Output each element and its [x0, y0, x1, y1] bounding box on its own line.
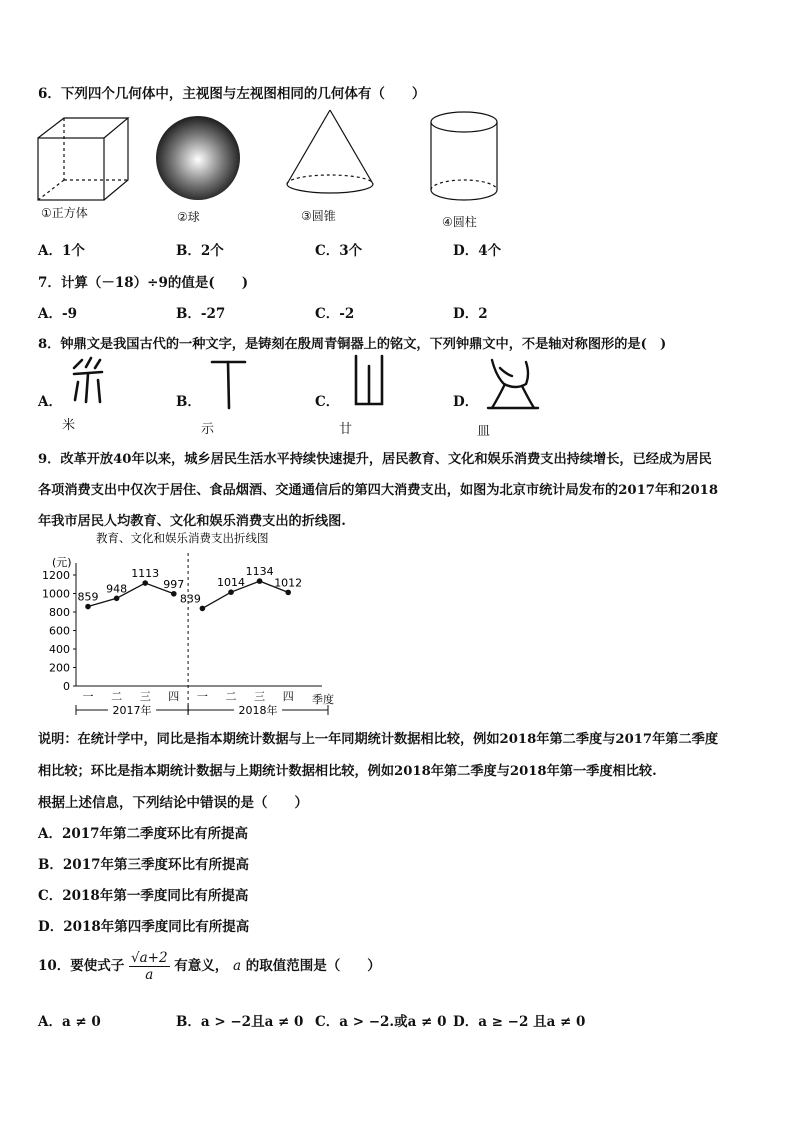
q10-stem-suffix: 的取值范围是（ ） [245, 958, 381, 974]
q10-option-d[interactable]: D．a ≥ −2 且a ≠ 0 [453, 1014, 586, 1030]
x-tick-label: 二 [225, 690, 237, 703]
data-point [200, 606, 206, 612]
q10-option-c[interactable]: C．a > −2.或a ≠ 0 [315, 1014, 447, 1030]
cube-figure [38, 118, 128, 200]
data-point [228, 589, 234, 595]
modern-char-b: 示 [201, 422, 215, 437]
q9-option-a[interactable]: A．2017年第二季度环比有所提高 [38, 826, 249, 842]
q8-option-a[interactable]: A． [38, 394, 62, 410]
data-point [285, 590, 291, 596]
x-tick-label: 一 [82, 690, 94, 703]
glyph-c [356, 356, 382, 404]
data-point [142, 580, 148, 586]
q8-option-d[interactable]: D． [453, 394, 479, 410]
y-tick-label: 1200 [42, 569, 70, 582]
data-point [85, 604, 91, 610]
q7-option-b[interactable]: B．-27 [176, 306, 226, 322]
q7-option-c[interactable]: C．-2 [315, 306, 355, 322]
q6-stem: 6．下列四个几何体中，主视图与左视图相同的几何体有（ ） [38, 86, 426, 102]
data-point [257, 578, 263, 584]
modern-char-c: 廿 [339, 422, 353, 437]
q10-stem-prefix: 10．要使式子 [38, 958, 125, 974]
q9-option-c[interactable]: C．2018年第一季度同比有所提高 [38, 888, 249, 904]
y-tick-label: 200 [49, 661, 70, 675]
q6-option-b[interactable]: B．2个 [176, 243, 224, 259]
q10-fraction [129, 950, 170, 983]
glyph-d [488, 360, 538, 408]
q8-option-b[interactable]: B． [176, 394, 201, 410]
line-chart [30, 528, 360, 720]
data-label: 1134 [245, 565, 274, 579]
data-label: 1113 [131, 567, 160, 581]
data-label: 1012 [274, 576, 303, 590]
q7-stem: 7．计算（－18）÷9的值是( ) [38, 275, 249, 291]
q9-option-b[interactable]: B．2017年第三季度环比有所提高 [38, 857, 249, 873]
caption-cube: ①正方体 [41, 206, 88, 220]
q10-stem-mid: 有意义， [174, 958, 229, 974]
y-tick-label: 0 [63, 680, 70, 693]
q8-option-c[interactable]: C． [315, 394, 340, 410]
q9-note-line2: 相比较；环比是指本期统计数据与上期统计数据相比较，例如2018年第二季度与2018年第一季度相比较. [38, 764, 657, 779]
data-point [171, 591, 177, 597]
q10-fraction-denominator: a [145, 967, 154, 983]
q9-stem-line1: 9．改革开放40年以来，城乡居民生活水平持续快速提升，居民教育、文化和娱乐消费支出持续增长，已经成为居民 [38, 452, 712, 467]
x-tick-label: 二 [111, 690, 123, 703]
group-label: 2017年 [112, 704, 152, 717]
series-line [88, 583, 174, 606]
glyph-b [212, 362, 245, 408]
q9-note-line1: 说明：在统计学中，同比是指本期统计数据与上一年同期统计数据相比较，例如2018年第二季度与2017年第二季度 [38, 732, 719, 747]
data-label: 1014 [217, 576, 245, 590]
data-label: 948 [106, 582, 128, 596]
x-tick-label: 四 [168, 690, 180, 703]
chart-title: 教育、文化和娱乐消费支出折线图 [96, 531, 269, 545]
data-label: 859 [77, 590, 99, 604]
q10-fraction-numerator: √a+2 [131, 950, 168, 966]
x-tick-label: 一 [196, 690, 208, 703]
q6-figures [30, 108, 510, 233]
y-tick-label: 600 [49, 624, 70, 638]
glyph-a [74, 358, 102, 402]
data-label: 839 [179, 592, 201, 606]
q9-prompt: 根据上述信息，下列结论中错误的是（ ） [38, 795, 308, 811]
q10-option-b[interactable]: B．a > −2且a ≠ 0 [176, 1014, 304, 1030]
caption-cone: ③圆锥 [301, 209, 336, 223]
x-tick-label: 三 [254, 690, 266, 703]
q10-variable: a [232, 958, 242, 974]
q7-option-d[interactable]: D．2 [453, 306, 488, 322]
cylinder-figure [431, 112, 497, 200]
q7-option-a[interactable]: A．-9 [38, 306, 77, 322]
q8-glyphs [60, 354, 540, 414]
modern-char-a: 米 [62, 418, 76, 433]
y-tick-label: 1000 [42, 587, 70, 601]
q10-option-a[interactable]: A．a ≠ 0 [38, 1014, 101, 1030]
x-tick-label: 三 [139, 690, 151, 703]
chart-xlabel: 季度 [312, 693, 334, 706]
q6-option-d[interactable]: D．4个 [453, 243, 502, 259]
y-tick-label: 800 [49, 606, 70, 619]
sphere-figure [156, 116, 240, 200]
q6-option-a[interactable]: A．1个 [38, 243, 85, 259]
caption-cylinder: ④圆柱 [442, 215, 477, 229]
q6-option-c[interactable]: C．3个 [315, 243, 363, 259]
q9-stem-line2: 各项消费支出中仅次于居住、食品烟酒、交通通信后的第四大消费支出，如图为北京市统计局发布的2017年和2018 [38, 483, 719, 498]
modern-char-d: 皿 [477, 424, 491, 439]
data-point [114, 596, 120, 602]
q10-stem [38, 950, 381, 983]
caption-sphere: ②球 [177, 210, 200, 224]
q9-stem-line3: 年我市居民人均教育、文化和娱乐消费支出的折线图. [38, 514, 346, 529]
chart-ylabel: (元) [52, 556, 72, 569]
q8-stem: 8．钟鼎文是我国古代的一种文字，是铸刻在殷周青铜器上的铭文，下列钟鼎文中，不是轴对称图形的是( ) [38, 337, 667, 352]
x-tick-label: 四 [282, 690, 294, 703]
cone-figure [287, 110, 373, 193]
q9-option-d[interactable]: D．2018年第四季度同比有所提高 [38, 919, 250, 935]
data-label: 997 [163, 577, 185, 591]
group-label: 2018年 [238, 704, 278, 717]
y-tick-label: 400 [49, 643, 70, 656]
